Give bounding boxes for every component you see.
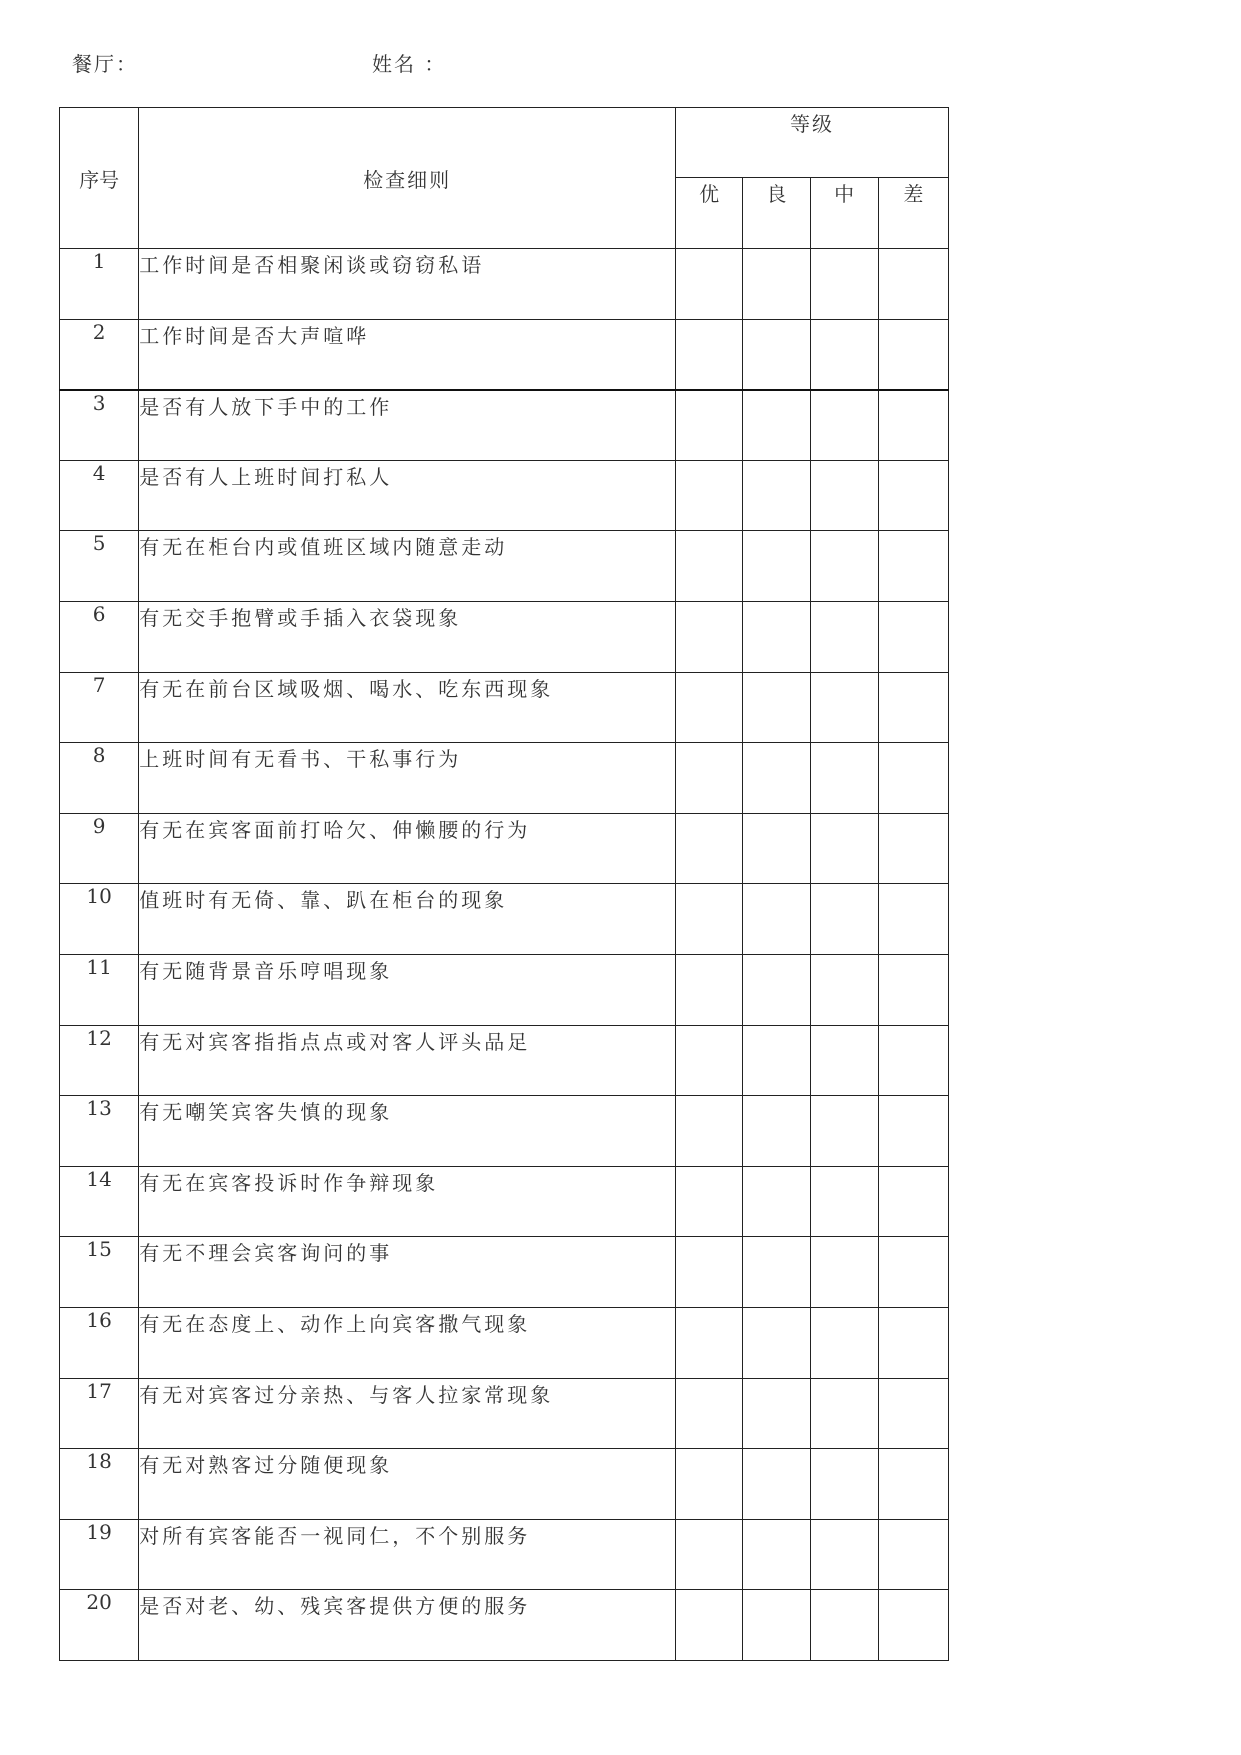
inspection-item: 有无随背景音乐哼唱现象: [139, 954, 676, 1025]
inspection-checklist-table: [59, 107, 949, 1661]
seq-column-header: 序号: [60, 108, 139, 249]
grade-good-cell[interactable]: [743, 1519, 810, 1590]
checklist-rows: [60, 249, 949, 1661]
grade-excellent-cell[interactable]: [676, 884, 743, 955]
grade-good-cell[interactable]: [743, 1096, 810, 1167]
grade-poor-cell[interactable]: [878, 672, 948, 743]
inspection-item: 有无对宾客指指点点或对客人评头品足: [139, 1025, 676, 1096]
grade-fair-cell[interactable]: [810, 1096, 878, 1167]
grade-excellent-cell[interactable]: [676, 1307, 743, 1378]
grade-excellent-header: 优: [676, 178, 743, 249]
grade-poor-cell[interactable]: [878, 1025, 948, 1096]
grade-poor-cell[interactable]: [878, 1590, 948, 1661]
table-row: [60, 743, 949, 814]
row-number: 5: [60, 531, 139, 602]
grade-good-cell[interactable]: [743, 1378, 810, 1449]
table-row: [60, 460, 949, 531]
table-row: [60, 249, 949, 320]
grade-poor-cell[interactable]: [878, 531, 948, 602]
grade-excellent-cell[interactable]: [676, 672, 743, 743]
grade-excellent-cell[interactable]: [676, 743, 743, 814]
grade-poor-cell[interactable]: [878, 884, 948, 955]
row-number: 4: [60, 460, 139, 531]
row-number: 7: [60, 672, 139, 743]
row-number: 16: [60, 1307, 139, 1378]
grade-fair-cell[interactable]: [810, 1307, 878, 1378]
grade-good-cell[interactable]: [743, 884, 810, 955]
header-row: [60, 108, 949, 178]
grade-fair-cell[interactable]: [810, 249, 878, 320]
grade-poor-cell[interactable]: [878, 1166, 948, 1237]
inspection-item: 上班时间有无看书、干私事行为: [139, 743, 676, 814]
table-row: [60, 672, 949, 743]
inspection-item: 有无在前台区域吸烟、喝水、吃东西现象: [139, 672, 676, 743]
grade-poor-cell[interactable]: [878, 1519, 948, 1590]
inspection-item: 有无交手抱臂或手插入衣袋现象: [139, 601, 676, 672]
row-number: 1: [60, 249, 139, 320]
table-row: [60, 319, 949, 390]
grade-poor-cell[interactable]: [878, 1307, 948, 1378]
table-row: [60, 1378, 949, 1449]
inspection-item: 有无不理会宾客询问的事: [139, 1237, 676, 1308]
grade-good-cell[interactable]: [743, 743, 810, 814]
row-number: 3: [60, 390, 139, 461]
grade-fair-cell[interactable]: [810, 1449, 878, 1520]
grade-fair-cell[interactable]: [810, 1237, 878, 1308]
grade-good-cell[interactable]: [743, 390, 810, 461]
grade-good-cell[interactable]: [743, 1166, 810, 1237]
grade-fair-cell[interactable]: [810, 1590, 878, 1661]
table-row: [60, 954, 949, 1025]
table-row: [60, 1590, 949, 1661]
row-number: 14: [60, 1166, 139, 1237]
inspection-item: 对所有宾客能否一视同仁，不个别服务: [139, 1519, 676, 1590]
grade-poor-cell[interactable]: [878, 249, 948, 320]
inspection-item: 有无对宾客过分亲热、与客人拉家常现象: [139, 1378, 676, 1449]
grade-poor-cell[interactable]: [878, 319, 948, 390]
grade-excellent-cell[interactable]: [676, 460, 743, 531]
grade-excellent-cell[interactable]: [676, 1449, 743, 1520]
row-number: 13: [60, 1096, 139, 1167]
grade-poor-cell[interactable]: [878, 743, 948, 814]
detail-column-header: 检查细则: [139, 108, 676, 249]
table-row: [60, 1096, 949, 1167]
grade-poor-cell[interactable]: [878, 1378, 948, 1449]
grade-fair-cell[interactable]: [810, 954, 878, 1025]
grade-fair-cell[interactable]: [810, 601, 878, 672]
grade-good-cell[interactable]: [743, 601, 810, 672]
grade-fair-cell[interactable]: [810, 672, 878, 743]
restaurant-label: 餐厅：: [72, 52, 138, 76]
inspection-item: 是否有人上班时间打私人: [139, 460, 676, 531]
row-number: 9: [60, 813, 139, 884]
grade-fair-cell[interactable]: [810, 743, 878, 814]
grade-good-cell[interactable]: [743, 813, 810, 884]
grade-excellent-cell[interactable]: [676, 1237, 743, 1308]
row-number: 10: [60, 884, 139, 955]
grade-fair-cell[interactable]: [810, 1025, 878, 1096]
grade-excellent-cell[interactable]: [676, 1025, 743, 1096]
table-row: [60, 390, 949, 461]
row-number: 18: [60, 1449, 139, 1520]
grade-good-cell[interactable]: [743, 531, 810, 602]
row-number: 12: [60, 1025, 139, 1096]
grade-poor-cell[interactable]: [878, 954, 948, 1025]
inspection-item: 有无在柜台内或值班区域内随意走动: [139, 531, 676, 602]
grade-excellent-cell[interactable]: [676, 1378, 743, 1449]
inspection-item: 是否对老、幼、残宾客提供方便的服务: [139, 1590, 676, 1661]
table-row: [60, 1519, 949, 1590]
name-label: 姓名 ：: [372, 52, 447, 76]
grade-good-cell[interactable]: [743, 319, 810, 390]
row-number: 2: [60, 319, 139, 390]
inspection-item: 是否有人放下手中的工作: [139, 390, 676, 461]
grade-excellent-cell[interactable]: [676, 954, 743, 1025]
table-row: [60, 1025, 949, 1096]
inspection-item: 值班时有无倚、靠、趴在柜台的现象: [139, 884, 676, 955]
inspection-item: 有无在态度上、动作上向宾客撒气现象: [139, 1307, 676, 1378]
grade-fair-cell[interactable]: [810, 1166, 878, 1237]
row-number: 15: [60, 1237, 139, 1308]
grade-excellent-cell[interactable]: [676, 601, 743, 672]
grade-good-cell[interactable]: [743, 460, 810, 531]
grade-excellent-cell[interactable]: [676, 1590, 743, 1661]
grade-good-header: 良: [743, 178, 810, 249]
table-row: [60, 531, 949, 602]
row-number: 19: [60, 1519, 139, 1590]
grade-excellent-cell[interactable]: [676, 813, 743, 884]
row-number: 17: [60, 1378, 139, 1449]
grade-good-cell[interactable]: [743, 1237, 810, 1308]
inspection-item: 工作时间是否相聚闲谈或窃窃私语: [139, 249, 676, 320]
grade-good-cell[interactable]: [743, 954, 810, 1025]
grade-poor-cell[interactable]: [878, 1096, 948, 1167]
table-row: [60, 1307, 949, 1378]
grade-good-cell[interactable]: [743, 1449, 810, 1520]
grade-fair-cell[interactable]: [810, 531, 878, 602]
grade-good-cell[interactable]: [743, 1307, 810, 1378]
table-row: [60, 1237, 949, 1308]
grade-poor-cell[interactable]: [878, 460, 948, 531]
row-number: 6: [60, 601, 139, 672]
grade-excellent-cell[interactable]: [676, 249, 743, 320]
inspection-item: 有无在宾客投诉时作争辩现象: [139, 1166, 676, 1237]
grade-fair-cell[interactable]: [810, 884, 878, 955]
grade-poor-cell[interactable]: [878, 1449, 948, 1520]
grade-poor-cell[interactable]: [878, 601, 948, 672]
grade-good-cell[interactable]: [743, 249, 810, 320]
grade-fair-cell[interactable]: [810, 813, 878, 884]
grade-poor-cell[interactable]: [878, 1237, 948, 1308]
table-row: [60, 1166, 949, 1237]
grade-fair-header: 中: [810, 178, 878, 249]
table-row: [60, 1449, 949, 1520]
grade-poor-cell[interactable]: [878, 813, 948, 884]
grade-good-cell[interactable]: [743, 672, 810, 743]
inspection-item: 有无在宾客面前打哈欠、伸懒腰的行为: [139, 813, 676, 884]
grade-poor-cell[interactable]: [878, 390, 948, 461]
grade-good-cell[interactable]: [743, 1025, 810, 1096]
grade-excellent-cell[interactable]: [676, 1096, 743, 1167]
grade-excellent-cell[interactable]: [676, 1166, 743, 1237]
table-row: [60, 601, 949, 672]
inspection-item: 有无嘲笑宾客失慎的现象: [139, 1096, 676, 1167]
grade-excellent-cell[interactable]: [676, 390, 743, 461]
grade-excellent-cell[interactable]: [676, 531, 743, 602]
grade-excellent-cell[interactable]: [676, 319, 743, 390]
grade-excellent-cell[interactable]: [676, 1519, 743, 1590]
grade-fair-cell[interactable]: [810, 390, 878, 461]
grade-fair-cell[interactable]: [810, 460, 878, 531]
grade-column-header: 等级: [676, 108, 949, 178]
table-row: [60, 884, 949, 955]
grade-good-cell[interactable]: [743, 1590, 810, 1661]
grade-fair-cell[interactable]: [810, 1519, 878, 1590]
grade-fair-cell[interactable]: [810, 1378, 878, 1449]
row-number: 11: [60, 954, 139, 1025]
row-number: 8: [60, 743, 139, 814]
grade-poor-header: 差: [878, 178, 948, 249]
inspection-item: 有无对熟客过分随便现象: [139, 1449, 676, 1520]
grade-fair-cell[interactable]: [810, 319, 878, 390]
row-number: 20: [60, 1590, 139, 1661]
inspection-item: 工作时间是否大声喧哗: [139, 319, 676, 390]
table-row: [60, 813, 949, 884]
